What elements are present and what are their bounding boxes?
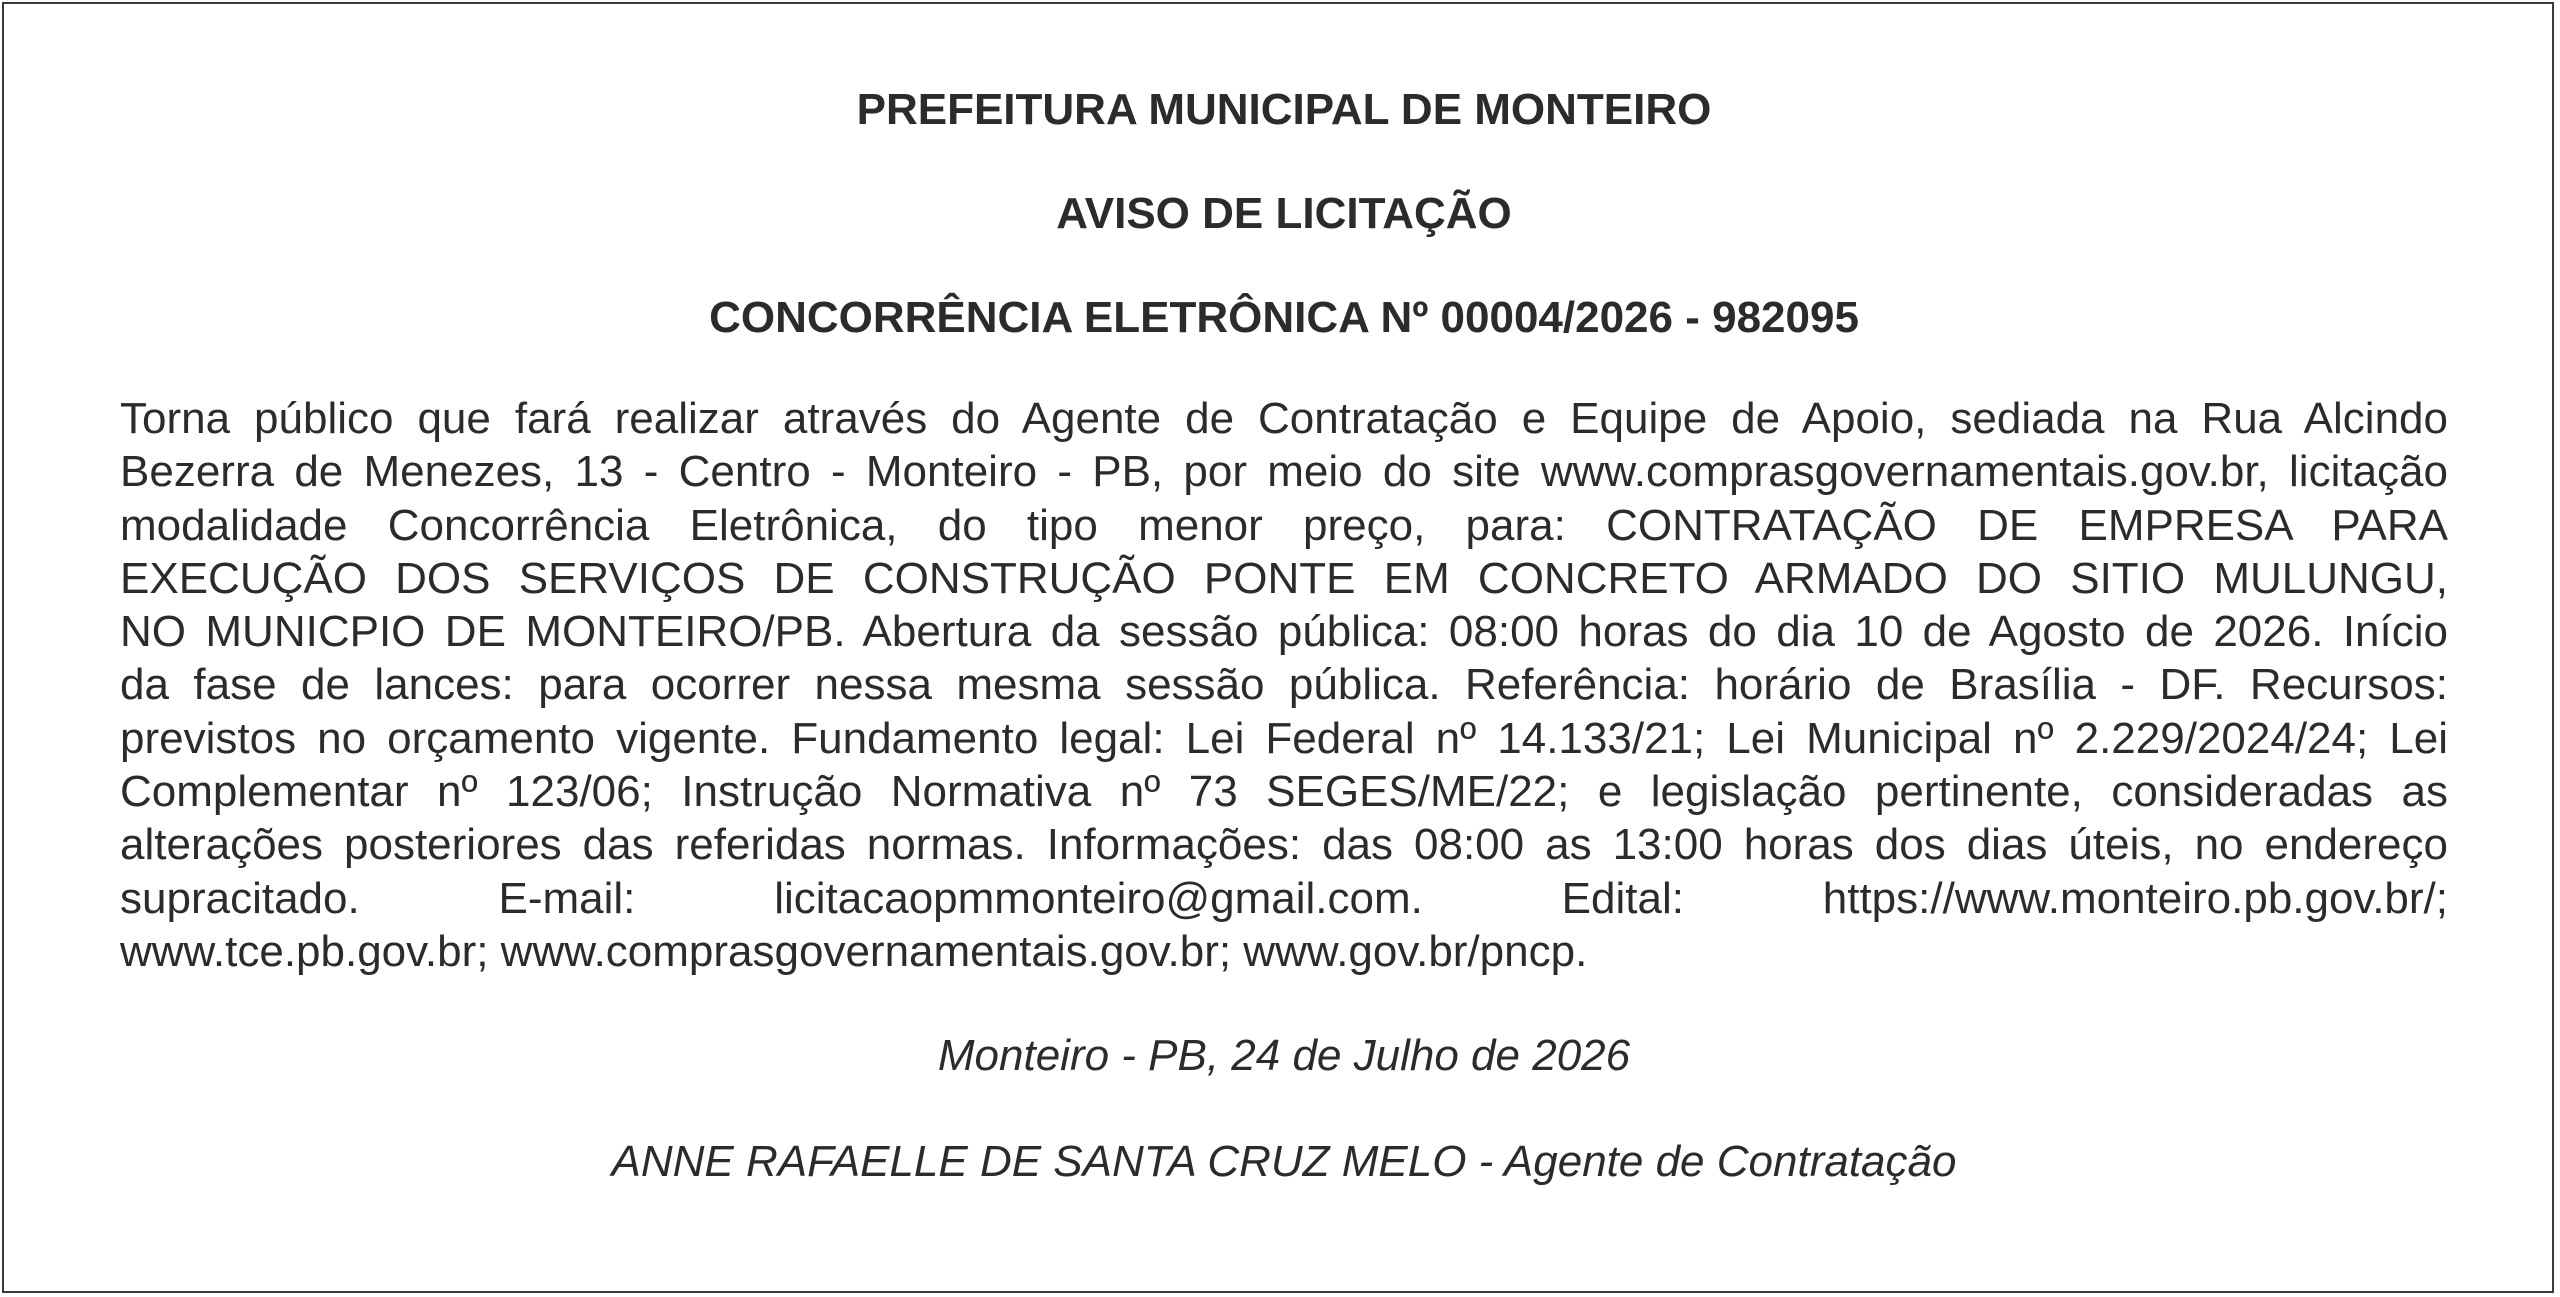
place-date: Monteiro - PB, 24 de Julho de 2026 (937, 1031, 1631, 1081)
signature: ANNE RAFAELLE DE SANTA CRUZ MELO - Agente de Contratação (611, 1137, 1957, 1187)
body-line: Torna público que fará realizar através do Agente de Contratação e Equipe de Apoio, sediada na Rua Alcindo (120, 394, 2448, 443)
body-line: modalidade Concorrência Eletrônica, do tipo menor preço, para: CONTRATAÇÃO DE EMPRESA PARA (120, 500, 2448, 550)
body-line: previstos no orçamento vigente. Fundamento legal: Lei Federal nº 14.133/21; Lei Municipal nº 2.229/2024/24; Lei (120, 713, 2448, 763)
body-line: Bezerra de Menezes, 13 - Centro - Monteiro - PB, por meio do site www.comprasgovernamentais.gov.br, licitação (120, 447, 2448, 497)
notice-frame (2, 2, 2554, 1293)
notice-body (120, 392, 2448, 978)
body-line: www.tce.pb.gov.br; www.comprasgovernamentais.gov.br; www.gov.br/pncp. (120, 926, 1588, 976)
body-line: NO MUNICPIO DE MONTEIRO/PB. Abertura da sessão pública: 08:00 horas do dia 10 de Agosto de 2026. Início (120, 607, 2448, 657)
body-line: EXECUÇÃO DOS SERVIÇOS DE CONSTRUÇÃO PONTE EM CONCRETO ARMADO DO SITIO MULUNGU, (120, 553, 2448, 603)
body-line: supracitado. E-mail: licitacaopmmonteiro@gmail.com. Edital: https://www.monteiro.pb.gov.br/; (120, 873, 2448, 923)
body-line: Complementar nº 123/06; Instrução Normativa nº 73 SEGES/ME/22; e legislação pertinente, consideradas as (120, 767, 2448, 817)
notice-title: AVISO DE LICITAÇÃO (1056, 189, 1512, 238)
procurement-id: CONCORRÊNCIA ELETRÔNICA Nº 00004/2026 - 982095 (709, 293, 1859, 342)
org-name: PREFEITURA MUNICIPAL DE MONTEIRO (856, 85, 1712, 134)
notice-content (120, 82, 2448, 1190)
body-line: da fase de lances: para ocorrer nessa mesma sessão pública. Referência: horário de Brasília - DF. Recursos: (120, 660, 2448, 710)
body-line: alterações posteriores das referidas normas. Informações: das 08:00 as 13:00 horas dos dias úteis, no endereço (120, 820, 2448, 870)
